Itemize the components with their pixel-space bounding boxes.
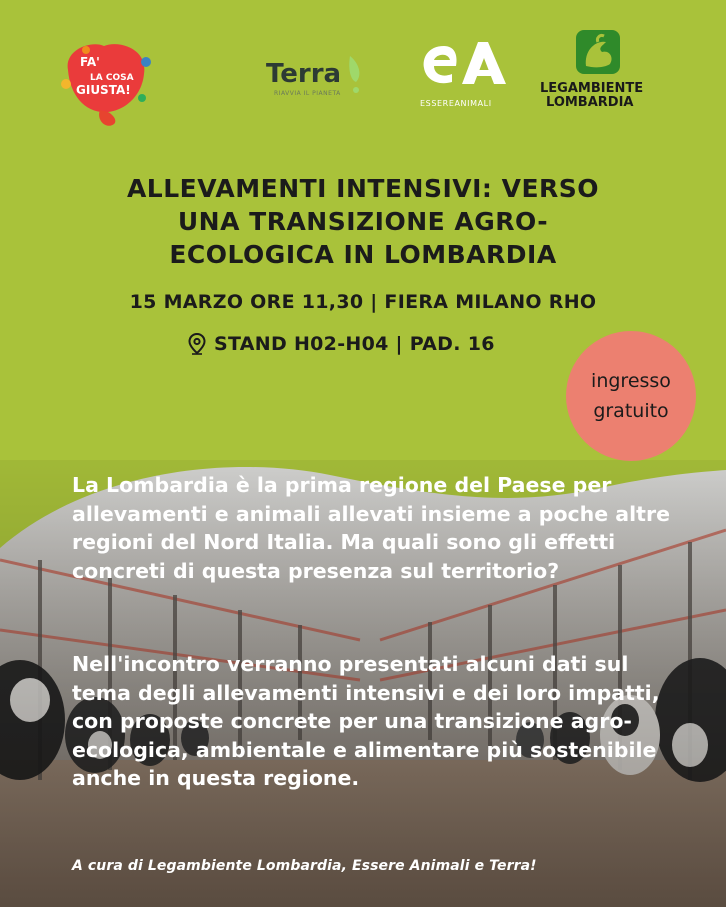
essere-animali-logo xyxy=(418,36,512,112)
svg-text:GIUSTA!: GIUSTA! xyxy=(76,83,131,97)
svg-text:LA COSA: LA COSA xyxy=(90,73,134,83)
title-line: ECOLOGICA IN LOMBARDIA xyxy=(169,240,557,269)
partner-logos xyxy=(0,0,726,140)
event-title xyxy=(60,172,666,271)
event-date-place: 15 MARZO ORE 11,30 | FIERA MILANO RHO xyxy=(129,291,597,313)
terra-logo xyxy=(264,52,368,100)
badge-line: ingresso xyxy=(591,370,671,392)
badge-line: gratuito xyxy=(593,400,669,422)
free-entry-badge xyxy=(566,331,696,461)
svg-text:FA': FA' xyxy=(80,55,100,69)
organizers-credits: A cura di Legambiente Lombardia, Essere Animali e Terra! xyxy=(72,858,537,874)
map-pin-icon xyxy=(188,333,206,355)
svg-text:LEGAMBIENTE: LEGAMBIENTE xyxy=(540,81,644,96)
details-paragraph: Nell'incontro verranno presentati alcuni dati sul tema degli allevamenti intensivi e dei loro impatti, con proposte concrete per una transizione agro-ecologica, ambientale e alimentare più sostenibile anche in questa regione. xyxy=(72,652,660,790)
title-line: UNA TRANSIZIONE AGRO- xyxy=(177,207,549,236)
fa-la-cosa-giusta-logo xyxy=(56,40,152,132)
title-line: ALLEVAMENTI INTENSIVI: VERSO xyxy=(126,174,600,203)
svg-text:RIAVVIA IL PIANETA: RIAVVIA IL PIANETA xyxy=(274,90,341,97)
intro-paragraph: La Lombardia è la prima regione del Paese per allevamenti e animali allevati insieme a poche altre regioni del Nord Italia. Ma quali sono gli effetti concreti di questa presenza sul territorio? xyxy=(72,473,670,583)
svg-text:ESSEREANIMALI: ESSEREANIMALI xyxy=(420,99,492,108)
event-stand xyxy=(188,333,495,355)
svg-text:LOMBARDIA: LOMBARDIA xyxy=(546,95,634,110)
svg-text:Terra: Terra xyxy=(266,59,342,89)
stand-label: STAND H02-H04 | PAD. 16 xyxy=(214,333,495,355)
legambiente-lombardia-logo xyxy=(540,28,656,112)
